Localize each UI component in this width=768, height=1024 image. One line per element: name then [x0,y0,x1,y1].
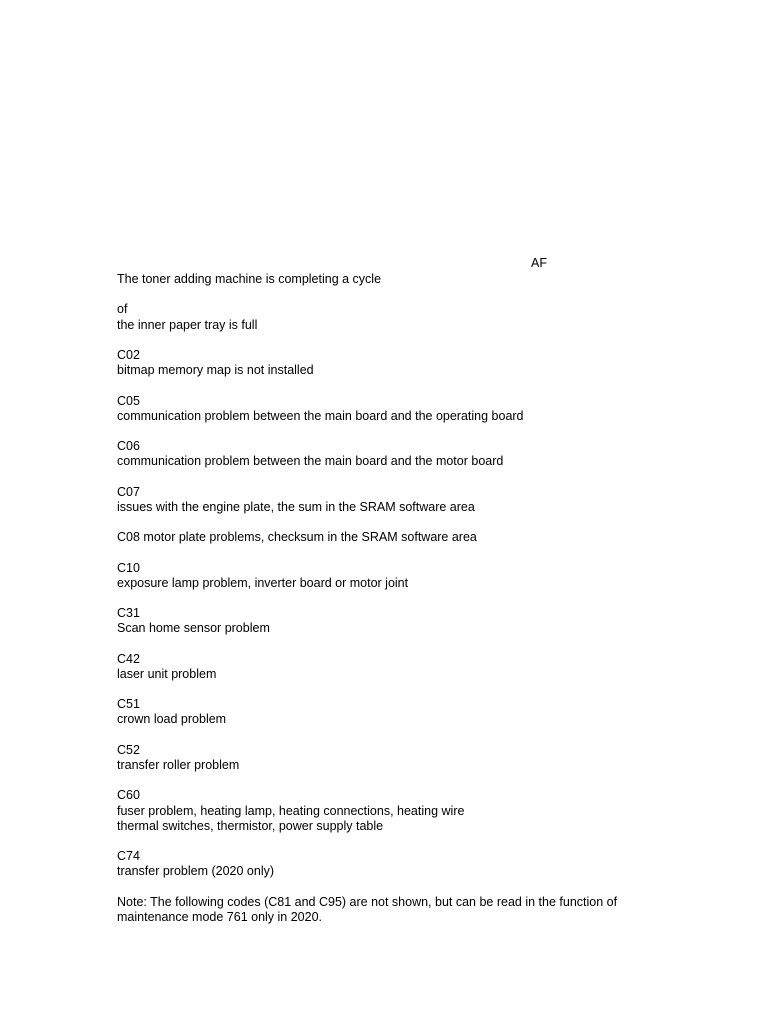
blank-line [117,545,677,560]
text-line: of [117,302,128,317]
blank-line [117,469,677,484]
text-line: crown load problem [117,712,227,727]
blank-line [117,682,677,697]
blank-line [117,378,677,393]
text-line: C02 [117,347,140,362]
text-line: laser unit problem [117,666,217,681]
document-body [117,272,677,925]
text-line: bitmap memory map is not installed [117,363,314,378]
text-line: C52 [117,742,140,757]
text-line: communication problem between the main board and the operating board [117,408,524,423]
blank-line [117,591,677,606]
blank-line [117,773,677,788]
text-line: issues with the engine plate, the sum in the SRAM software area [117,499,475,514]
blank-line [117,515,677,530]
text-line: C05 [117,393,140,408]
text-line: C51 [117,697,140,712]
text-line: C08 motor plate problems, checksum in the SRAM software area [117,530,477,545]
text-line: exposure lamp problem, inverter board or motor joint [117,575,409,590]
header-label: AF [531,256,547,270]
blank-line [117,834,677,849]
text-line: transfer problem (2020 only) [117,864,275,879]
text-line: The toner adding machine is completing a cycle [117,272,382,286]
text-line: C74 [117,849,140,864]
blank-line [117,728,677,743]
blank-line [117,424,677,439]
text-line: C42 [117,651,140,666]
text-line: C07 [117,484,140,499]
blank-line [117,287,677,302]
text-line: C10 [117,560,140,575]
text-line: C60 [117,788,140,803]
text-line: C06 [117,439,140,454]
blank-line [117,637,677,652]
text-line: the inner paper tray is full [117,317,258,332]
text-line: Note: The following codes (C81 and C95) are not shown, but can be read in the function of [117,894,618,909]
text-line: fuser problem, heating lamp, heating connections, heating wire [117,803,465,818]
blank-line [117,333,677,348]
text-line: Scan home sensor problem [117,621,270,636]
text-line: C31 [117,606,140,621]
blank-line [117,880,677,895]
text-line: thermal switches, thermistor, power supply table [117,818,384,833]
text-line: maintenance mode 761 only in 2020. [117,909,323,924]
text-line: transfer roller problem [117,758,240,772]
text-line: communication problem between the main board and the motor board [117,454,504,469]
